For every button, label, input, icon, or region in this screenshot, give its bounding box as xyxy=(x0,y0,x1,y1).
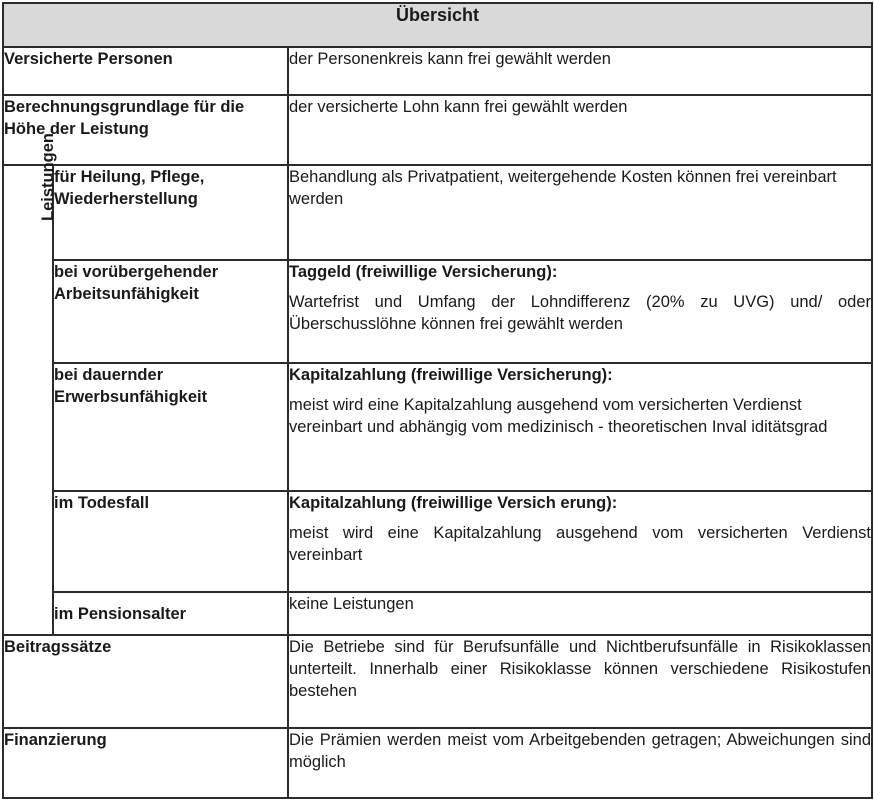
table-title: Übersicht xyxy=(3,3,872,47)
heading-kapitalzahlung-dauernd: Kapitalzahlung (freiwillige Versicherung): xyxy=(289,366,613,384)
row-versicherte-personen xyxy=(3,47,872,95)
heading-taggeld: Taggeld (freiwillige Versicherung): xyxy=(289,263,558,281)
value-beitragssaetze: Die Betriebe sind für Berufsunfälle und Nichtberufsunfälle in Risikoklassen unterteilt. Innerhalb einer Risikoklasse können verschiedene Risikostufen bestehen xyxy=(288,635,872,728)
value-dauernd-cell xyxy=(288,363,872,491)
row-finanzierung xyxy=(3,728,872,798)
leistungen-group-label xyxy=(3,132,58,635)
label-berechnungsgrundlage: Berechnungsgrundlage für die Höhe der Leistung xyxy=(3,95,288,165)
label-dauernd: bei dauernder Erwerbsunfähigkeit xyxy=(53,363,288,491)
value-heilung: Behandlung als Privatpatient, weitergehende Kosten können frei vereinbart werden xyxy=(288,165,872,260)
value-pension: keine Leistungen xyxy=(288,592,872,635)
row-voruebergehend xyxy=(3,260,872,363)
value-berechnungsgrundlage: der versicherte Lohn kann frei gewählt werden xyxy=(288,95,872,165)
label-pension: im Pensionsalter xyxy=(53,592,288,635)
value-todesfall: meist wird eine Kapitalzahlung ausgehend vom versicherten Verdienst vereinbart xyxy=(289,524,871,564)
header-row xyxy=(3,3,872,47)
value-finanzierung: Die Prämien werden meist vom Arbeitgebenden getragen; Abweichungen sind möglich xyxy=(288,728,872,798)
label-beitragssaetze: Beitragssätze xyxy=(3,635,288,728)
value-voruebergehend: Wartefrist und Umfang der Lohndifferenz (20% zu UVG) und/ oder Überschusslöhne können frei gewählt werden xyxy=(289,293,871,333)
label-heilung: für Heilung, Pflege, Wiederherstellung xyxy=(53,165,288,260)
heading-kapitalzahlung-todesfall: Kapitalzahlung (freiwillige Versich erung): xyxy=(289,494,618,512)
row-dauernd xyxy=(3,363,872,491)
value-versicherte-personen: der Personenkreis kann frei gewählt werden xyxy=(288,47,872,95)
row-heilung xyxy=(3,165,872,260)
overview-table xyxy=(2,2,873,799)
label-versicherte-personen: Versicherte Personen xyxy=(3,47,288,95)
leistungen-label: Leistungen xyxy=(39,132,58,222)
row-berechnungsgrundlage xyxy=(3,95,872,165)
value-todesfall-cell xyxy=(288,491,872,592)
value-dauernd: meist wird eine Kapitalzahlung ausgehend vom versicherten Verdienst vereinbart und abhängig vom medizinisch - theoretischen Inval iditätsgrad xyxy=(289,396,828,436)
row-pension xyxy=(3,592,872,635)
value-voruebergehend-cell xyxy=(288,260,872,363)
label-voruebergehend: bei vorübergehender Arbeitsunfähigkeit xyxy=(53,260,288,363)
label-finanzierung: Finanzierung xyxy=(3,728,288,798)
row-todesfall xyxy=(3,491,872,592)
row-beitragssaetze xyxy=(3,635,872,728)
label-todesfall: im Todesfall xyxy=(53,491,288,592)
